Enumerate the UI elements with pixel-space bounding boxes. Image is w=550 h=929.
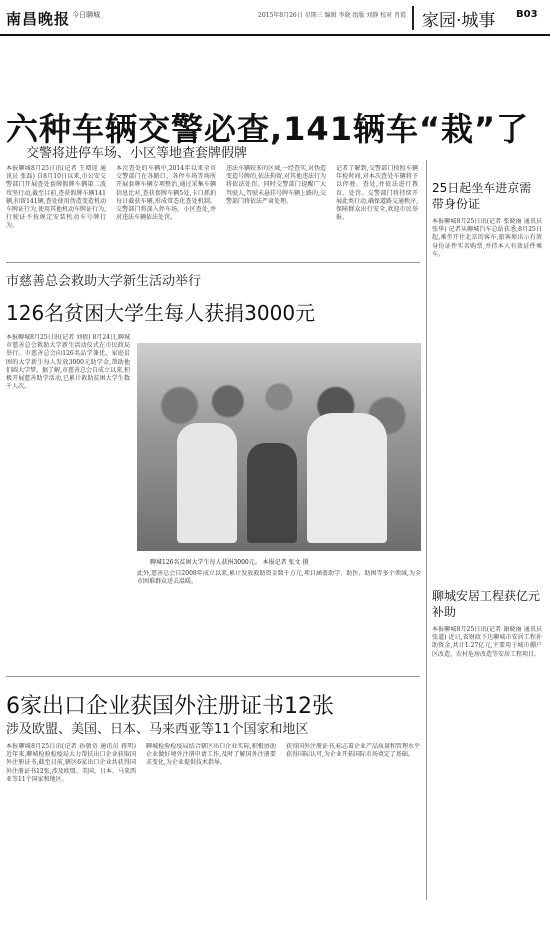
sidebar1-body: 本报聊城8月25日讯(记者 张晓丽 通讯员 张华) 记者从聊城汽车总站获悉,8月25日起,乘坐开往北京的客车,旅客须出示有效身份证件实名购票,并持本人有效证件乘车。 [432,218,542,258]
sidebar1-title: 25日起坐车进京需带身份证 [432,181,532,211]
page-number: B03 [516,9,538,20]
dateline: 2015年8月26日 星期三 编辑 李晓 组版 刘静 校对 肖霞 [258,12,407,19]
page-header [0,0,550,34]
article2-col2: 此外,慈善总会自2008年成立以来,累计发放救助资金数千万元,项目涵盖助学、助医、助困等多个领域,为全市困难群众送去温暖。 [137,570,421,586]
photo-caption: 聊城126名贫困大学生每人获捐3000元。 本报记者 张文 摄 [150,559,309,566]
article1-subhead: 交警将进停车场、小区等地查套牌假牌 [26,146,248,161]
article1-col3: 违法车辆较多的区域,一经查实,对伪造变造号牌的,依法拘留,对其他违法行为将依法处罚。同时交警部门提醒广大驾驶人,驾驶未悬挂号牌车辆上路的,交警部门将依法严肃处理。 [226,165,326,205]
section-divider-2 [6,676,420,677]
section-title: 家园·城事 [412,6,522,30]
newspaper-logo: 南昌晚报 [6,10,71,28]
article2-col1: 本报聊城8月25日讯(记者 刘倩) 8月24日,聊城市慈善总会救助大学新生活动仪式在市民政局举行。市慈善总会向126名品学兼优、家庭贫困的大学新生每人发放3000元助学金,帮助他们圆大学梦。据了解,市慈善总会自成立以来,积极开展慈善助学活动,已累计救助贫困大学生数千人次。 [6,334,130,391]
header-rule [0,34,550,36]
article2-kicker: 市慈善总会救助大学新生活动举行 [6,274,202,289]
article1-col1: 本报聊城8月25日讯(记者 王增迎 通讯员 张磊) 自8月10日以来,市公安交警部门开展查处套牌假牌车辆第二波攻坚行动,截至目前,查获假牌车辆141辆,扣留141辆,查处使用伪造变造机动车牌证行为,使用其他机动车牌证行为,行驶证不按规定安装机动车号牌行为。 [6,165,106,230]
edition-label: 今日聊城 [72,11,100,19]
sidebar2-title: 聊城安居工程获亿元补助 [432,589,541,619]
news-photo [137,343,421,551]
article1-col2: 本次查处的车辆中,2014年以来全市交警部门在各路口、各停车场等场所开展套牌车辆专项整治,通过采集车辆信息比对,查获套牌车辆5处,卡口抓拍每日截获车辆,形成常态化查处机制。交警部门将深入停车场、小区查处,并对违法车辆依法处罚。 [116,165,216,222]
article3-subhead: 涉及欧盟、美国、日本、马来西亚等11个国家和地区 [6,722,309,737]
article3-headline: 6家出口企业获国外注册证书12张 [6,694,334,719]
article1-col4: 记者了解到,交警部门按照车辆年检时间,对本次查处车辆将予以停驶、查处,并依法进行教育、处罚。交警部门将持续开展此类行动,确保道路交通秩序,保障群众出行安全,欢迎市民举报。 [336,165,418,222]
article2-headline: 126名贫困大学生每人获捐3000元 [6,301,316,325]
article1-headline: 六种车辆交警必查,141辆车“栽”了 [6,110,530,148]
section-divider-1 [6,262,420,263]
article3-col3: 获得国外注册证书,标志着企业产品质量和管理水平获得国际认可,为企业开拓国际市场奠定了基础。 [286,743,420,759]
sidebar-divider [426,160,427,900]
sidebar2-body: 本报聊城8月25日讯(记者 谢晓丽 通讯员 张道) 近日,省财政下达聊城市安居工程补助资金,共计1.27亿元,主要用于城市棚户区改造、农村危房改造等安居工程项目。 [432,626,542,658]
article3-col1: 本报聊城8月25日讯(记者 孙敬奇 通讯员 蒋明) 近年来,聊城检验检疫局大力帮扶出口企业获取国外注册证书,截至目前,辖区6家出口企业共获得国外注册证书12张,涉及欧盟、美国、日本、马来西亚等11个国家和地区。 [6,743,136,783]
article3-col2: 聊城检验检疫局结合辖区出口企业实际,积极协助企业做好境外注册申请工作,及时了解国外注册要求变化,为企业提供技术指导。 [146,743,276,767]
